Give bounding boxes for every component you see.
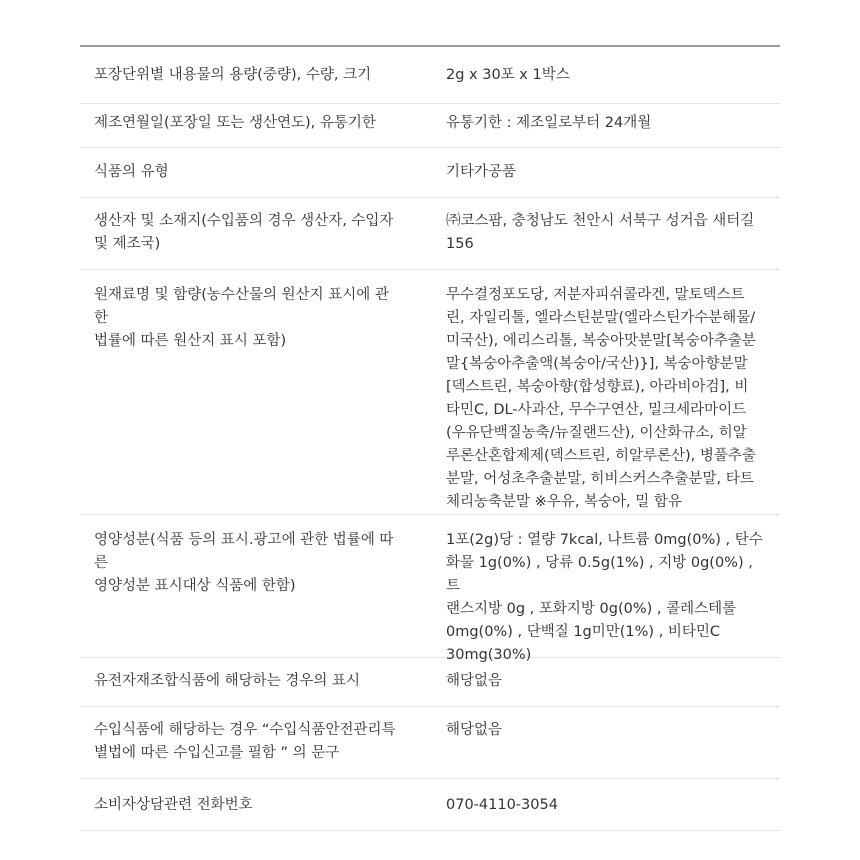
info-row-nutrition	[80, 515, 780, 663]
info-value: 기타가공품	[446, 164, 517, 180]
info-label: 영양성분(식품 등의 표시.광고에 관한 법률에 따른 영양성분 표시대상 식품에 한함)	[94, 532, 394, 594]
info-row-expiry	[80, 104, 780, 148]
info-row-capacity	[80, 47, 780, 104]
info-value: 해당없음	[446, 673, 503, 689]
info-row-import	[80, 707, 780, 779]
info-label: 수입식품에 해당하는 경우 “수입식품안전관리특 별법에 따른 수입신고를 필함 ” 의 문구	[94, 722, 396, 761]
info-label: 포장단위별 내용물의 용량(중량), 수량, 크기	[94, 67, 372, 83]
info-row-contact	[80, 779, 780, 831]
info-row-food-type	[80, 148, 780, 198]
info-row-ingredients	[80, 270, 780, 515]
info-label: 제조연월일(포장일 또는 생산연도), 유통기한	[94, 115, 376, 131]
info-label: 식품의 유형	[94, 164, 169, 180]
info-value: 1포(2g)당 : 열량 7kcal, 나트륨 0mg(0%) , 탄수 화물 1g(0%) , 당류 0.5g(1%) , 지방 0g(0%) , 트 랜스지방 0g , 포화지방 0g(0%) , 콜레스테롤 0mg(0%) , 단백질 1g미만(1%) , 비타민C 30mg(30%)	[446, 532, 763, 663]
info-value: 070-4110-3054	[446, 797, 558, 813]
info-row-gmo	[80, 658, 780, 707]
info-label: 생산자 및 소재지(수입품의 경우 생산자, 수입자 및 제조국)	[94, 213, 394, 252]
product-info-table	[80, 45, 780, 831]
info-value: 무수결정포도당, 저분자피쉬콜라겐, 말토덱스트 린, 자일리톨, 엘라스틴분말(엘라스틴가수분해물/ 미국산), 에리스리톨, 복숭아맛분말[복숭아추출분 말{복숭아추출액(복숭아/국산)}], 복숭아향분말 [덱스트린, 복숭아향(합성향료), 아라비아검], 비 타민C, DL-사과산, 무수구연산, 밀크세라마이드 (우유단백질농축/뉴질랜드산), 이산화규소, 히알 루론산혼합제제(덱스트린, 히알루론산), 병풀추출 분말, 어성초추출분말, 히비스커스추출분말, 타트 체리농축분말 ※우유, 복숭아, 밀 함유	[446, 287, 756, 510]
info-label: 소비자상담관련 전화번호	[94, 797, 253, 813]
info-value: 해당없음	[446, 722, 503, 738]
info-value: 유통기한 : 제조일로부터 24개월	[446, 115, 652, 131]
info-value: ㈜코스팜, 충청남도 천안시 서북구 성거읍 새터길 156	[446, 213, 755, 252]
info-label: 유전자재조합식품에 해당하는 경우의 표시	[94, 673, 360, 689]
info-row-producer	[80, 198, 780, 270]
info-value: 2g x 30포 x 1박스	[446, 67, 570, 83]
info-label: 원재료명 및 함량(농수산물의 원산지 표시에 관한 법률에 따른 원산지 표시 포함)	[94, 287, 389, 349]
